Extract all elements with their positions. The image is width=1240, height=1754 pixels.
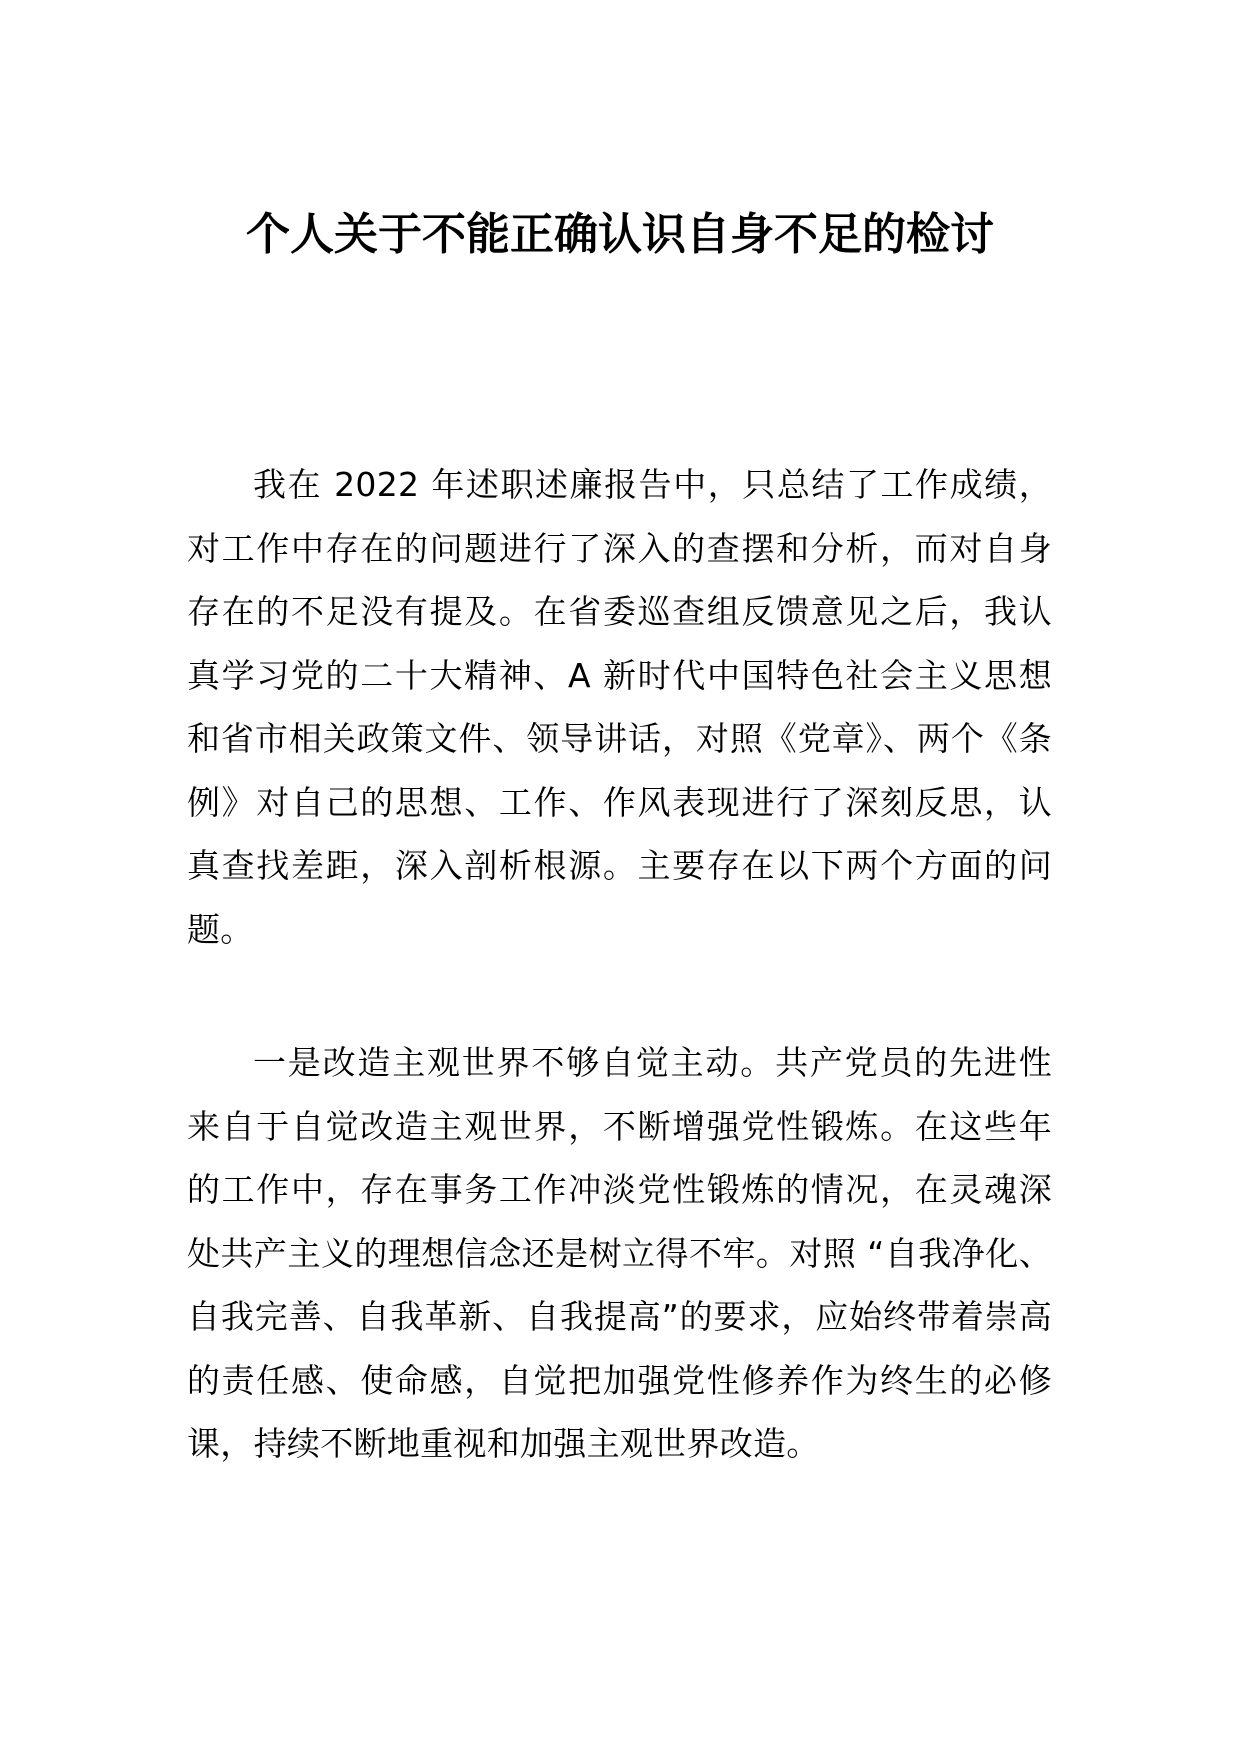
document-title: 个人关于不能正确认识自身不足的检讨	[246, 209, 994, 260]
paragraph-intro: 我在 2022 年述职述廉报告中，只总结了工作成绩，对工作中存在的问题进行了深入的查摆和分析，而对自身存在的不足没有提及。在省委巡查组反馈意见之后，我认真学习党的二十大精神、A 新时代中国特色社会主义思想和省市相关政策文件、领导讲话，对照《党章》、两个《条例》对自己的思想、工作、作风表现进行了深刻反思，认真查找差距，深入剖析根源。主要存在以下两个方面的问题。	[187, 465, 1052, 949]
paragraph-point-one: 一是改造主观世界不够自觉主动。共产党员的先进性来自于自觉改造主观世界，不断增强党性锻炼。在这些年的工作中，存在事务工作冲淡党性锻炼的情况，在灵魂深处共产主义的理想信念还是树立得不牢。对照 “自我净化、自我完善、自我革新、自我提高”的要求，应始终带着崇高的责任感、使命感，自觉把加强党性修养作为终生的必修课，持续不断地重视和加强主观世界改造。	[187, 1043, 1052, 1463]
